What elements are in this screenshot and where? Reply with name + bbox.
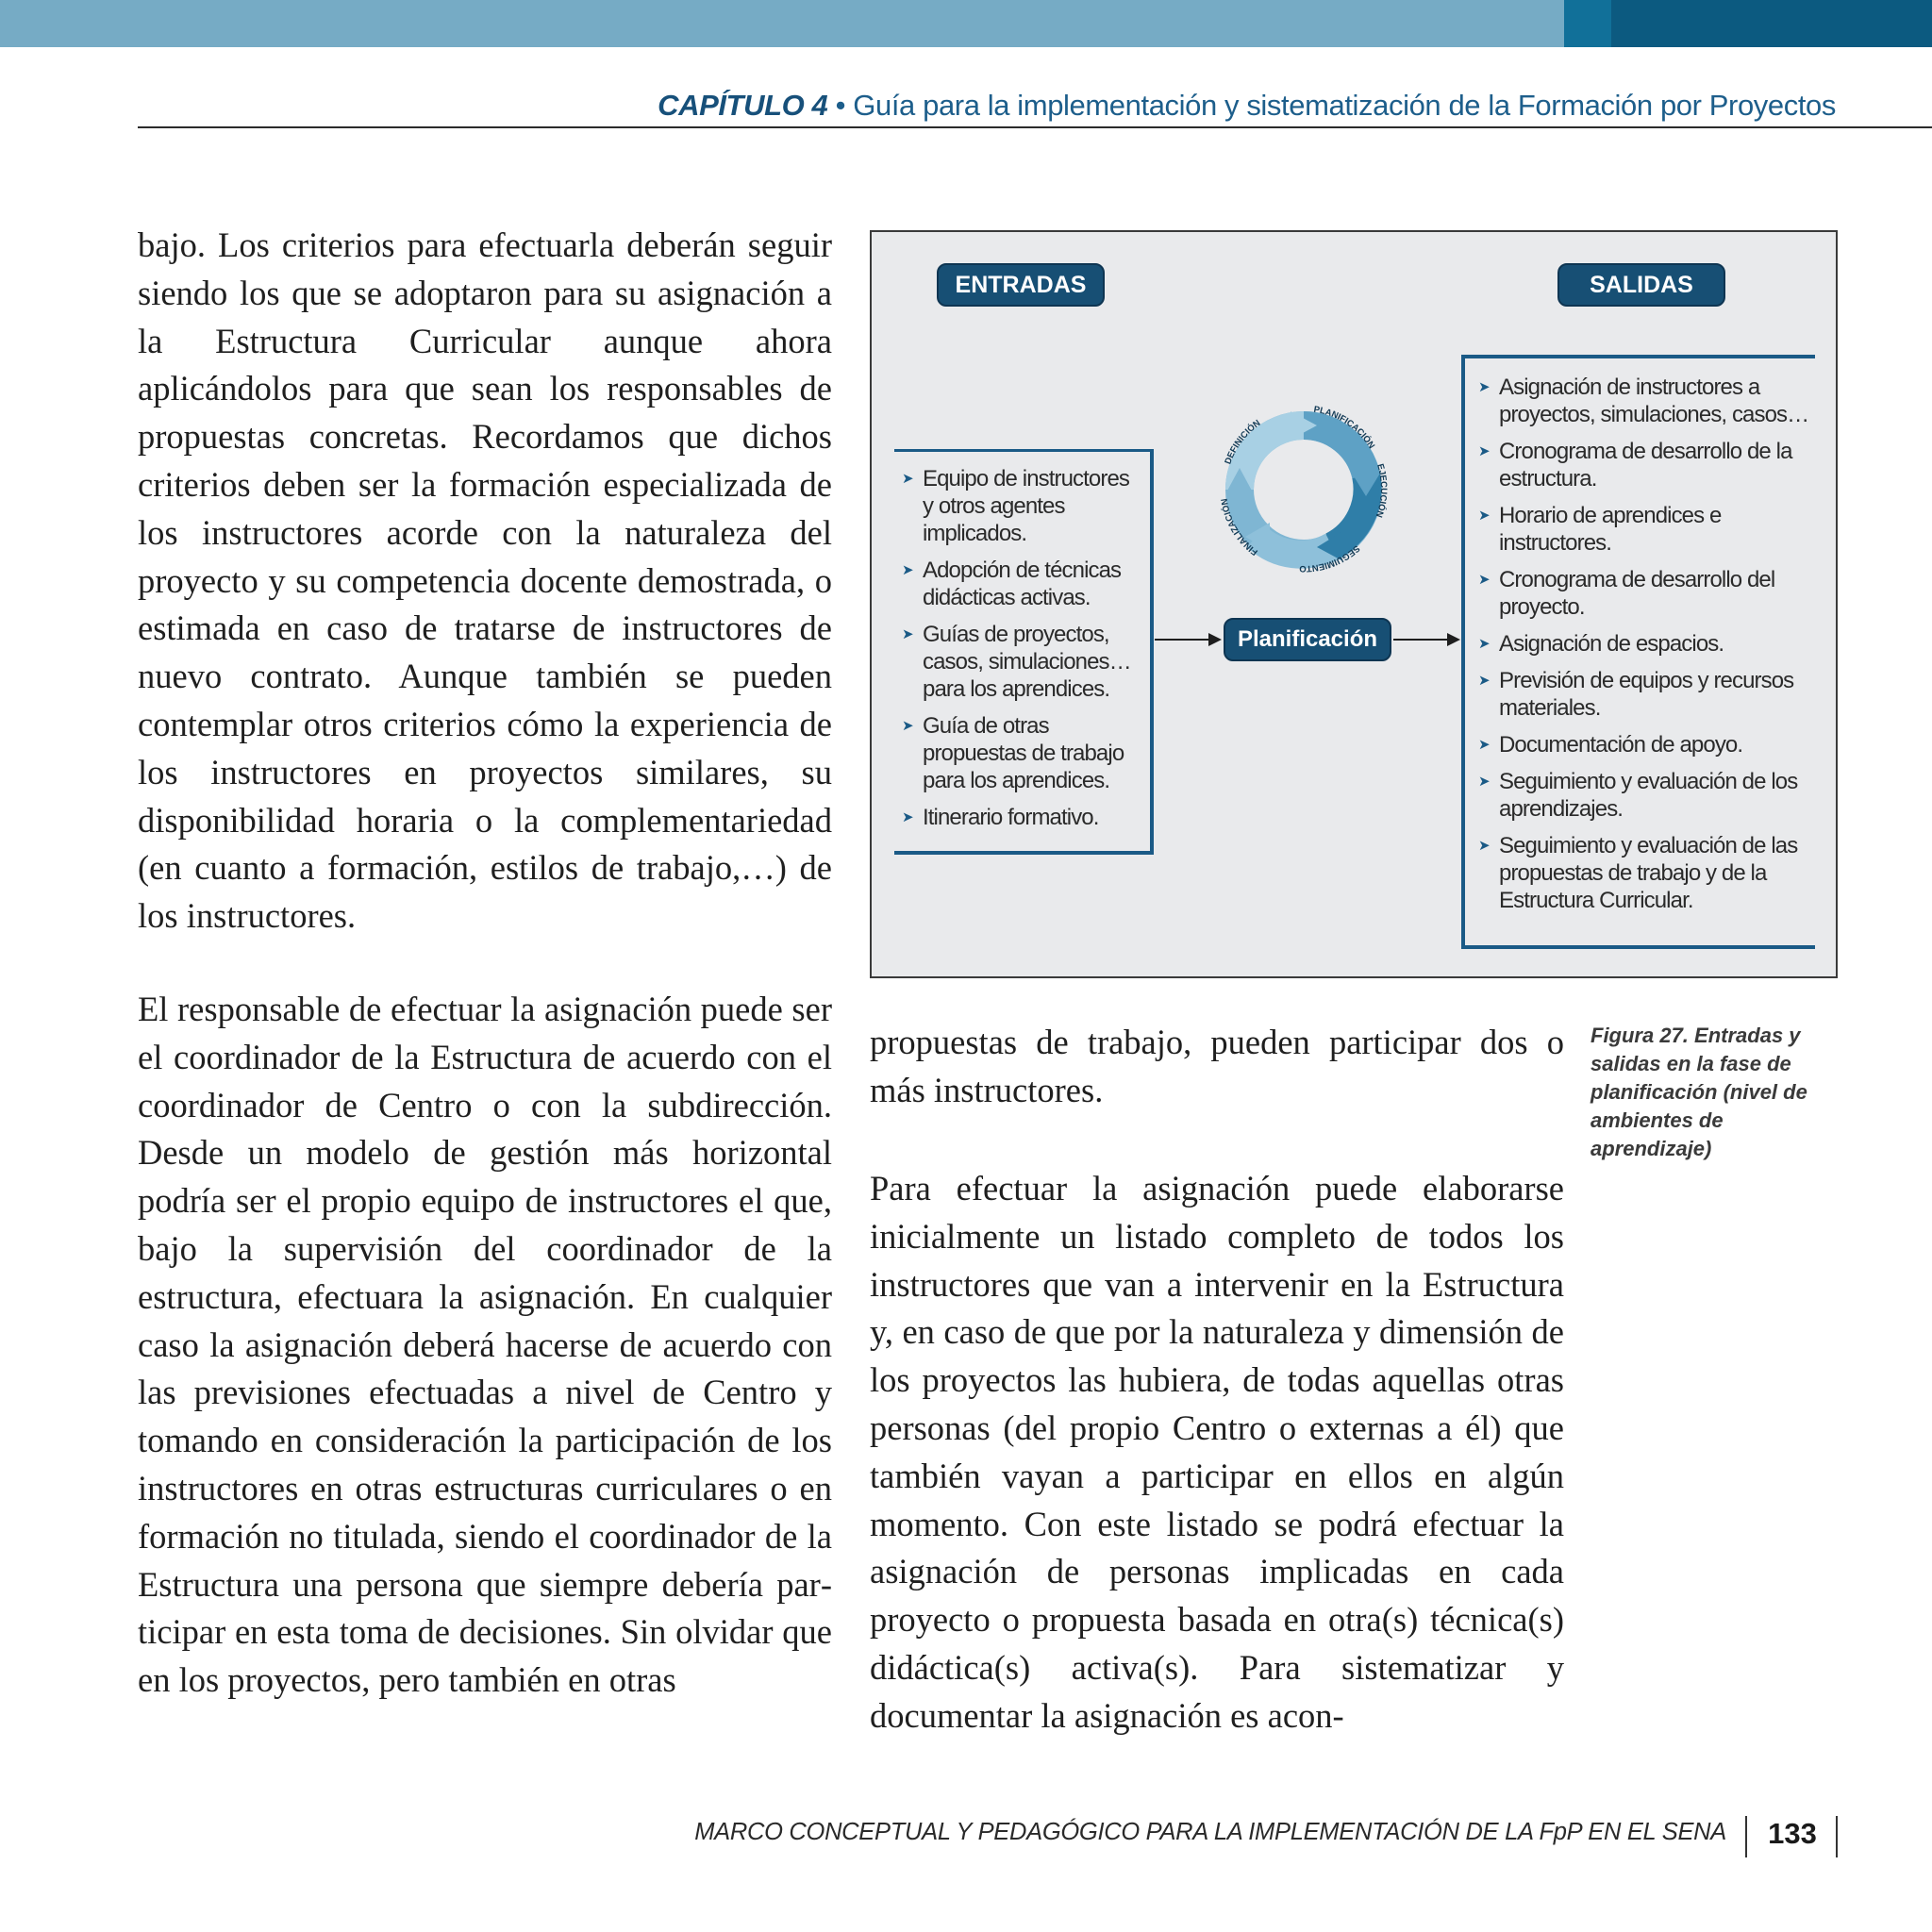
entradas-label: ENTRADAS: [937, 263, 1105, 307]
paragraph-text: Para efectuar la asignación puede elaborarse inicialmente un listado completo de todos los instructores que van a intervenir en la Estructura y, en caso de que por la naturaleza y dimensión de los proyectos las hubiera, de todas aquellas otras personas (del propio Centro o externas a él) que también vayan a participar en ellos en algún momento. Con este listado se podrá efectuar la asignación de personas implicadas en cada proyecto o propuesta basada en otra(s) técnica(s) didáctica(s) activa(s). Para sistematizar y documentar la asignación es acon-: [870, 1169, 1564, 1735]
left-column-paragraph-1: [138, 222, 832, 941]
figure-list-item: ➤ Previsión de equipos y recursos materiales.: [1499, 667, 1809, 722]
figure-27: [870, 230, 1838, 978]
inputs-box: [894, 449, 1154, 855]
figure-list-item: ➤ Asignación de espacios.: [1499, 630, 1809, 658]
left-column-paragraph-2: [138, 986, 832, 1705]
outputs-list: [1499, 374, 1809, 914]
figure-list-item: ➤ Adopción de técnicas didácticas activas.: [923, 557, 1142, 611]
figure-list-item: ➤ Documentación de apoyo.: [1499, 731, 1809, 758]
figure-list-item: ➤ Equipo de instructores y otros agentes implicados.: [923, 465, 1142, 547]
top-color-bar-dark: [1611, 0, 1932, 47]
figure-list-item: ➤ Guía de otras propuestas de trabajo para los aprendices.: [923, 712, 1142, 794]
planificacion-label: Planificación: [1224, 618, 1391, 661]
header-separator: •: [827, 89, 854, 122]
output-arrow-head: [1447, 633, 1460, 646]
header-rule: [138, 126, 1932, 128]
cycle-label-ejecucion: EJECUCIÓN: [1373, 462, 1390, 519]
paragraph-text: bajo. Los criterios para efectuarla deberán seguir siendo los que se adoptaron para su asignación a la Estructura Curricular aunque ahora aplicándolos para que sean los responsables de propuestas concretas. Recordamos que dichos criterios deben ser la formación especializada de los instructores acorde con la naturaleza del proyecto y su competencia docente demostrada, o estimada en caso de tratarse de instructores de nuevo contrato. Aunque también se pueden contemplar otros criterios cómo la experiencia de los instructores en proyectos similares, su disponibilidad horaria o la complementariedad (en cuanto a formación, estilos de trabajo,…) de los instructores.: [138, 225, 832, 936]
running-header: [138, 89, 1836, 123]
input-arrow-line: [1155, 639, 1209, 641]
chapter-number: CAPÍTULO 4: [658, 89, 828, 122]
output-arrow-line: [1393, 639, 1448, 641]
inputs-list: [923, 465, 1142, 831]
salidas-label: SALIDAS: [1557, 263, 1725, 307]
figure-list-item: ➤ Asignación de instructores a proyectos, simulaciones, casos…: [1499, 374, 1809, 428]
input-arrow-head: [1208, 633, 1222, 646]
right-column-paragraph-1: [870, 1019, 1564, 1115]
cycle-label-seguimiento: SEGUIMIENTO: [1299, 542, 1362, 575]
figure-list-item: ➤ Cronograma de desarrollo del proyecto.: [1499, 566, 1809, 621]
figure-list-item: ➤ Horario de aprendices e instructores.: [1499, 502, 1809, 557]
outputs-box: [1461, 355, 1815, 949]
footer-divider: [1836, 1816, 1838, 1857]
figure-list-item: ➤ Seguimiento y evaluación de los aprendizajes.: [1499, 768, 1809, 823]
figure-list-item: ➤ Cronograma de desarrollo de la estructura.: [1499, 438, 1809, 492]
right-column-paragraph-2: [870, 1165, 1564, 1740]
chapter-title: Guía para la implementación y sistematización de la Formación por Proyectos: [853, 89, 1836, 122]
figure-list-item: ➤ Itinerario formativo.: [923, 804, 1142, 831]
paragraph-text: propuestas de trabajo, pueden participar dos o más instructores.: [870, 1023, 1564, 1109]
page-number: 133: [1768, 1817, 1817, 1850]
top-color-bar-accent: [1564, 0, 1611, 47]
footer-divider: [1745, 1816, 1747, 1857]
figure-caption: Figura 27. Entradas y salidas en la fase de planificación (nivel de ambientes de aprendizaje): [1591, 1024, 1807, 1160]
cycle-label-planificacion: PLANIFICACIÓN: [1312, 404, 1377, 451]
project-cycle-diagram: [1191, 391, 1417, 589]
figure-list-item: ➤ Guías de proyectos, casos, simulaciones… para los aprendices.: [923, 621, 1142, 703]
figure-list-item: ➤ Seguimiento y evaluación de las propuestas de trabajo y de la Estructura Curricular.: [1499, 832, 1809, 914]
paragraph-text: El responsable de efectuar la asignación puede ser el coordinador de la Estructura de acuerdo con el coordinador de Centro o con la subdirección. Desde un modelo de gestión más horizontal podría ser el propio equipo de instructores el que, bajo la supervisión del coordinador de la estructura, efectuara la asignación. En cualquier caso la asignación deberá hacerse de acuerdo con las previsiones efectuadas a nivel de Centro y tomando en consideración la participación de los instructores en otras estructuras curriculares o en formación no titulada, siendo el coordinador de la Estructura una persona que siempre debería participar en esta toma de decisiones. Sin olvidar que en los proyectos, pero también en otras: [138, 990, 832, 1700]
footer-title: MARCO CONCEPTUAL Y PEDAGÓGICO PARA LA IMPLEMENTACIÓN DE LA FpP EN EL SENA: [694, 1819, 1726, 1845]
cycle-label-definicion: DEFINICIÓN: [1223, 418, 1263, 466]
cycle-label-finalizacion: FINALIZACIÓN: [1219, 497, 1260, 558]
